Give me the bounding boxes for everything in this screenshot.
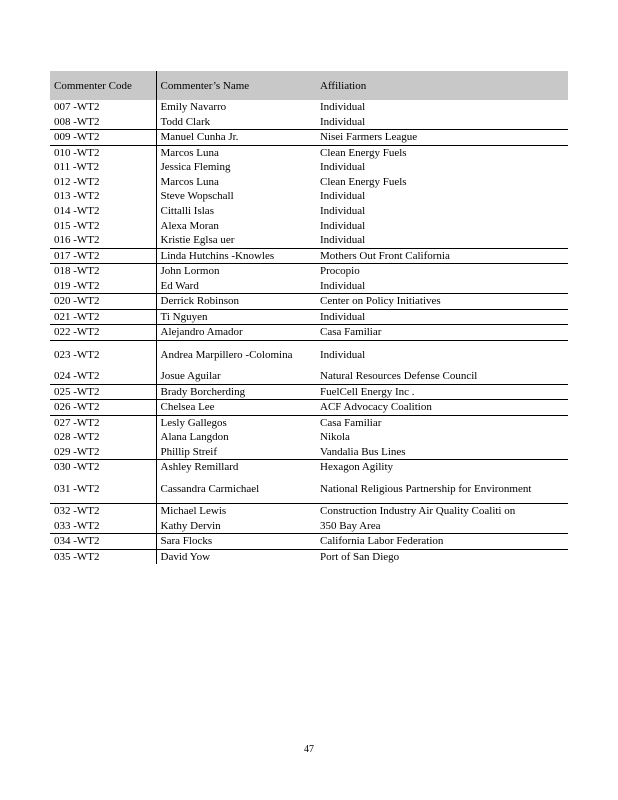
table-row	[50, 248, 568, 264]
commenter-name-cell: Phillip Streif	[160, 445, 218, 458]
affiliation-cell: Individual	[320, 204, 366, 217]
commenter-name-cell: John Lormon	[156, 264, 316, 279]
commenter-name-cell: Sara Flocks	[156, 534, 316, 550]
affiliation-cell: Individual	[320, 115, 366, 128]
affiliation-cell: ACF Advocacy Coalition	[316, 400, 568, 416]
commenter-name-cell: Kristie Eglsa uer	[160, 234, 235, 247]
commenter-code-cell: 010 -WT2	[50, 145, 156, 160]
commenter-code-cell: 023 -WT2	[50, 340, 156, 369]
affiliation-cell: Individual	[320, 219, 366, 232]
commenter-code-cell: 029 -WT2	[50, 445, 156, 460]
table-row	[50, 445, 568, 460]
commenter-code-cell: 012 -WT2	[50, 175, 156, 190]
table-row	[50, 160, 568, 175]
commenter-name-cell: David Yow	[156, 549, 316, 564]
commenter-code-cell: 033 -WT2	[50, 519, 156, 534]
commenter-code-cell: 027 -WT2	[50, 415, 156, 430]
commenter-code-cell: 013 -WT2	[50, 189, 156, 204]
commenter-code-cell: 008 -WT2	[50, 115, 156, 130]
commenter-name-cell: Michael Lewis	[156, 504, 316, 519]
commenter-name-cell: Andrea Marpillero -Colomina	[156, 340, 316, 369]
affiliation-cell: Clean Energy Fuels	[320, 175, 407, 188]
commenter-code-cell: 032 -WT2	[50, 504, 156, 519]
commenter-name-cell: Alejandro Amador	[156, 325, 316, 341]
table-row	[50, 279, 568, 294]
table-row	[50, 504, 568, 519]
affiliation-cell: Construction Industry Air Quality Coaliti on	[316, 504, 568, 519]
table-row	[50, 189, 568, 204]
commenter-name-cell: Alana Langdon	[160, 431, 229, 444]
commenter-name-cell: Cassandra Carmichael	[160, 482, 260, 495]
commenter-code-cell: 018 -WT2	[50, 264, 156, 279]
header-affiliation: Affiliation	[316, 71, 568, 100]
table-body	[50, 100, 568, 564]
commenter-code-cell: 034 -WT2	[50, 534, 156, 550]
affiliation-cell: Individual	[320, 101, 366, 114]
commenter-code-cell: 024 -WT2	[50, 369, 156, 384]
commenter-code-cell: 035 -WT2	[50, 549, 156, 564]
table-row	[50, 325, 568, 341]
commenter-name-cell: Manuel Cunha Jr.	[156, 130, 316, 146]
table-row	[50, 415, 568, 430]
affiliation-cell: Clean Energy Fuels	[316, 145, 568, 160]
commenter-name-cell: Emily Navarro	[160, 101, 227, 114]
affiliation-cell: Port of San Diego	[316, 549, 568, 564]
affiliation-cell: Individual	[320, 161, 366, 174]
table-row	[50, 384, 568, 400]
table-row	[50, 294, 568, 310]
commenter-name-cell: Cittalli Islas	[160, 204, 214, 217]
commenter-code-cell: 020 -WT2	[50, 294, 156, 310]
commenter-code-cell: 030 -WT2	[50, 460, 156, 475]
affiliation-cell: California Labor Federation	[316, 534, 568, 550]
commenter-name-cell: Steve Wopschall	[160, 190, 234, 203]
commenter-name-cell: Derrick Robinson	[156, 294, 316, 310]
table-row	[50, 233, 568, 248]
affiliation-cell: Individual	[316, 340, 568, 369]
affiliation-cell: National Religious Partnership for Environment	[320, 482, 532, 495]
header-commenter-name: Commenter’s Name	[156, 71, 316, 100]
table-row	[50, 218, 568, 233]
affiliation-cell: 350 Bay Area	[320, 519, 381, 532]
table-row	[50, 340, 568, 369]
affiliation-cell: Natural Resources Defense Council	[320, 370, 478, 383]
affiliation-cell: FuelCell Energy Inc .	[316, 384, 568, 400]
commenter-name-cell: Jessica Fleming	[160, 161, 231, 174]
commenter-code-cell: 011 -WT2	[50, 160, 156, 175]
table-row	[50, 549, 568, 564]
affiliation-cell: Mothers Out Front California	[316, 248, 568, 264]
table-row	[50, 519, 568, 534]
table-row	[50, 175, 568, 190]
table-row	[50, 430, 568, 445]
commenter-name-cell: Todd Clark	[160, 115, 211, 128]
affiliation-cell: Individual	[316, 309, 568, 325]
affiliation-cell: Individual	[320, 279, 366, 292]
table-row	[50, 309, 568, 325]
commenter-code-cell: 031 -WT2	[50, 475, 156, 504]
table-row	[50, 264, 568, 279]
affiliation-cell: Casa Familiar	[316, 415, 568, 430]
commenter-name-cell: Ashley Remillard	[156, 460, 316, 475]
table-row	[50, 204, 568, 219]
commenter-code-cell: 009 -WT2	[50, 130, 156, 146]
affiliation-cell: Casa Familiar	[316, 325, 568, 341]
table-row	[50, 534, 568, 550]
affiliation-cell: Nikola	[320, 431, 350, 444]
commenter-name-cell: Josue Aguilar	[160, 370, 221, 383]
commenter-name-cell: Alexa Moran	[160, 219, 219, 232]
commenter-table	[50, 71, 568, 564]
header-commenter-code: Commenter Code	[50, 71, 156, 100]
table-row	[50, 130, 568, 146]
affiliation-cell: Individual	[320, 234, 366, 247]
affiliation-cell: Center on Policy Initiatives	[316, 294, 568, 310]
commenter-name-cell: Lesly Gallegos	[156, 415, 316, 430]
table-row	[50, 460, 568, 475]
page-number: 47	[304, 744, 314, 755]
table-row	[50, 115, 568, 130]
table-row	[50, 145, 568, 160]
commenter-code-cell: 014 -WT2	[50, 204, 156, 219]
commenter-code-cell: 028 -WT2	[50, 430, 156, 445]
commenter-code-cell: 015 -WT2	[50, 218, 156, 233]
commenter-code-cell: 019 -WT2	[50, 279, 156, 294]
affiliation-cell: Nisei Farmers League	[316, 130, 568, 146]
table-row	[50, 475, 568, 504]
commenter-code-cell: 017 -WT2	[50, 248, 156, 264]
commenter-name-cell: Chelsea Lee	[156, 400, 316, 416]
commenter-name-cell: Brady Borcherding	[156, 384, 316, 400]
table-row	[50, 400, 568, 416]
affiliation-cell: Individual	[320, 190, 366, 203]
commenter-code-cell: 007 -WT2	[50, 100, 156, 115]
affiliation-cell: Procopio	[316, 264, 568, 279]
commenter-code-cell: 021 -WT2	[50, 309, 156, 325]
commenter-code-cell: 025 -WT2	[50, 384, 156, 400]
commenter-name-cell: Kathy Dervin	[160, 519, 221, 532]
table-row	[50, 369, 568, 384]
commenter-name-cell: Marcos Luna	[160, 175, 219, 188]
commenter-name-cell: Ed Ward	[160, 279, 199, 292]
commenter-code-cell: 022 -WT2	[50, 325, 156, 341]
table-row	[50, 100, 568, 115]
affiliation-cell: Vandalia Bus Lines	[320, 445, 406, 458]
commenter-name-cell: Marcos Luna	[156, 145, 316, 160]
commenter-code-cell: 016 -WT2	[50, 233, 156, 248]
commenter-name-cell: Linda Hutchins -Knowles	[156, 248, 316, 264]
commenter-code-cell: 026 -WT2	[50, 400, 156, 416]
affiliation-cell: Hexagon Agility	[316, 460, 568, 475]
header-row	[50, 71, 568, 100]
commenter-name-cell: Ti Nguyen	[156, 309, 316, 325]
